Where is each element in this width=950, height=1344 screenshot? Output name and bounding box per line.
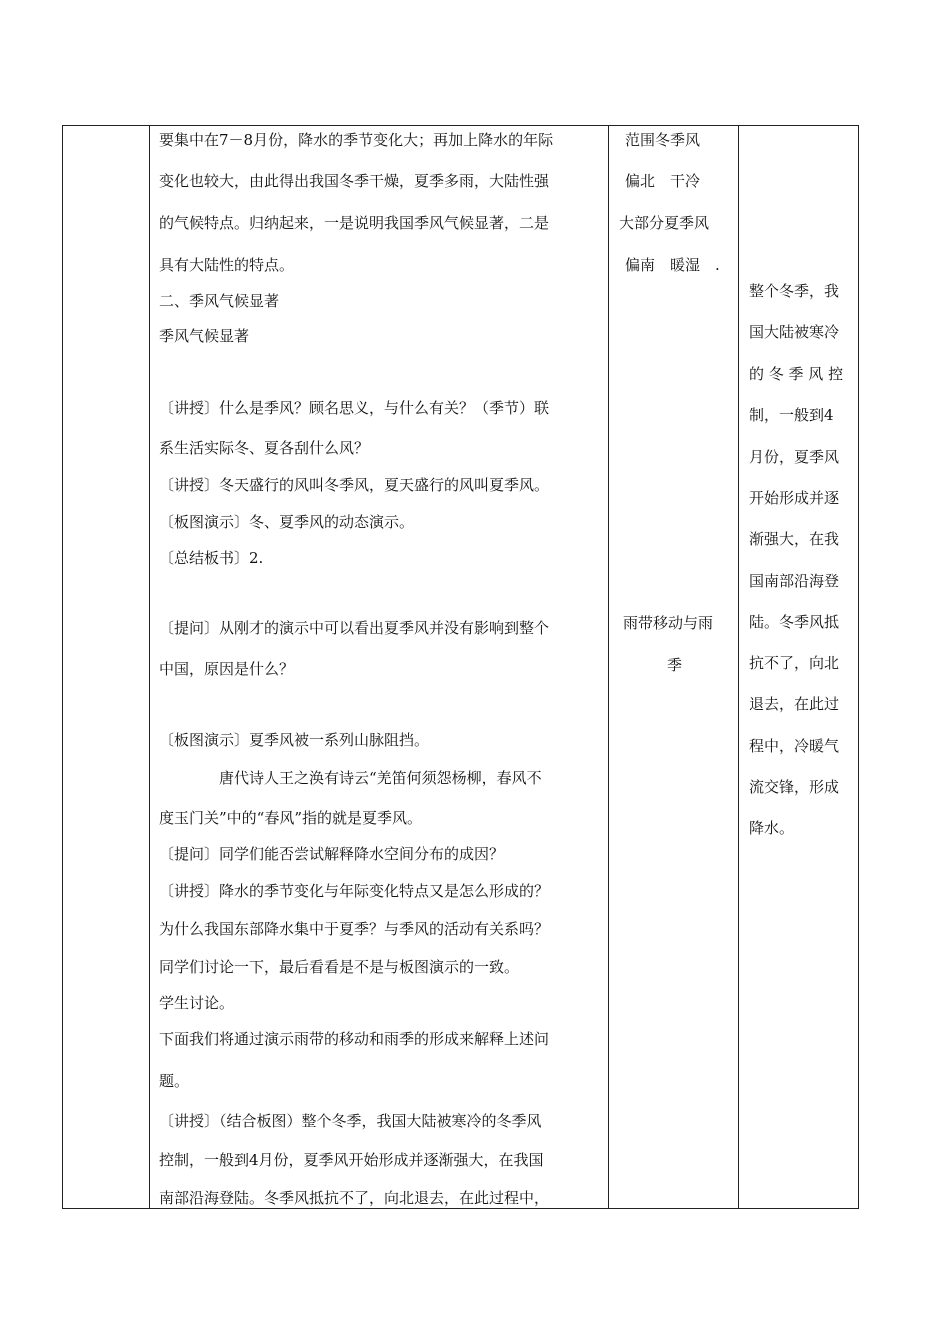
text-line: 学生讨论。 [159, 994, 235, 1012]
text-line: 〔板图演示〕冬、夏季风的动态演示。 [159, 513, 415, 531]
text-line: 中国，原因是什么？ [159, 660, 295, 678]
text-line: 〔讲授〕降水的季节变化与年际变化特点又是怎么形成的？ [159, 882, 550, 900]
subheading: 季风气候显著 [159, 327, 250, 345]
column-divider [149, 126, 150, 1208]
note-line: 国南部沿海登 [749, 572, 840, 590]
board-line: 大部分夏季风 [619, 214, 710, 232]
note-line: 降水。 [749, 819, 795, 837]
note-line: 开始形成并逐 [749, 489, 840, 507]
text-line: 具有大陆性的特点。 [159, 256, 295, 274]
board-line: 偏北 干冷 [625, 172, 701, 190]
board-line: 偏南 暖湿 . [625, 256, 720, 274]
note-line: 陆。冬季风抵 [749, 613, 840, 631]
board-line: 范围冬季风 [625, 131, 701, 149]
board-line: 雨带移动与雨 [623, 614, 714, 632]
note-line: 抗不了，向北 [749, 654, 840, 672]
note-line: 制，一般到4 [749, 406, 834, 424]
text-line: 度玉门关”中的“春风”指的就是夏季风。 [159, 809, 423, 827]
board-line: 季 [667, 656, 683, 674]
text-line: 下面我们将通过演示雨带的移动和雨季的形成来解释上述问 [159, 1030, 550, 1048]
text-line: 的气候特点。归纳起来，一是说明我国季风气候显著，二是 [159, 214, 550, 232]
text-line: 同学们讨论一下，最后看看是不是与板图演示的一致。 [159, 958, 520, 976]
note-line: 渐强大，在我 [749, 530, 840, 548]
note-line: 月份，夏季风 [749, 448, 840, 466]
note-line: 流交锋，形成 [749, 778, 840, 796]
text-line: 〔讲授〕（结合板图）整个冬季，我国大陆被寒冷的冬季风 [159, 1112, 542, 1130]
section-heading: 二、季风气候显著 [159, 292, 280, 310]
text-line: 〔讲授〕什么是季风？顾名思义，与什么有关？（季节）联 [159, 399, 550, 417]
note-line: 退去，在此过 [749, 695, 840, 713]
column-divider [608, 126, 609, 1208]
note-line: 整个冬季，我 [749, 282, 840, 300]
note-line: 国大陆被寒冷 [749, 323, 840, 341]
text-line: 〔提问〕从刚才的演示中可以看出夏季风并没有影响到整个 [159, 619, 550, 637]
text-line: 唐代诗人王之涣有诗云“羌笛何须怨杨柳，春风不 [219, 769, 542, 787]
note-line: 的 冬 季 风 控 [749, 365, 844, 383]
text-line: 系生活实际冬、夏各刮什么风？ [159, 439, 370, 457]
text-line: 要集中在7－8月份，降水的季节变化大；再加上降水的年际 [159, 131, 554, 149]
lesson-table [62, 125, 859, 1209]
text-line: 〔总结板书〕2. [159, 549, 264, 567]
text-line: 〔提问〕同学们能否尝试解释降水空间分布的成因？ [159, 845, 505, 863]
text-line: 南部沿海登陆。冬季风抵抗不了，向北退去，在此过程中， [159, 1189, 550, 1207]
note-line: 程中，冷暖气 [749, 737, 840, 755]
text-line: 题。 [159, 1072, 190, 1090]
text-line: 〔讲授〕冬天盛行的风叫冬季风，夏天盛行的风叫夏季风。 [159, 476, 550, 494]
column-divider [738, 126, 739, 1208]
text-line: 〔板图演示〕夏季风被一系列山脉阻挡。 [159, 731, 430, 749]
text-line: 为什么我国东部降水集中于夏季？与季风的活动有关系吗？ [159, 920, 550, 938]
text-line: 控制，一般到4月份，夏季风开始形成并逐渐强大，在我国 [159, 1151, 544, 1169]
text-line: 变化也较大，由此得出我国冬季干燥，夏季多雨，大陆性强 [159, 172, 550, 190]
